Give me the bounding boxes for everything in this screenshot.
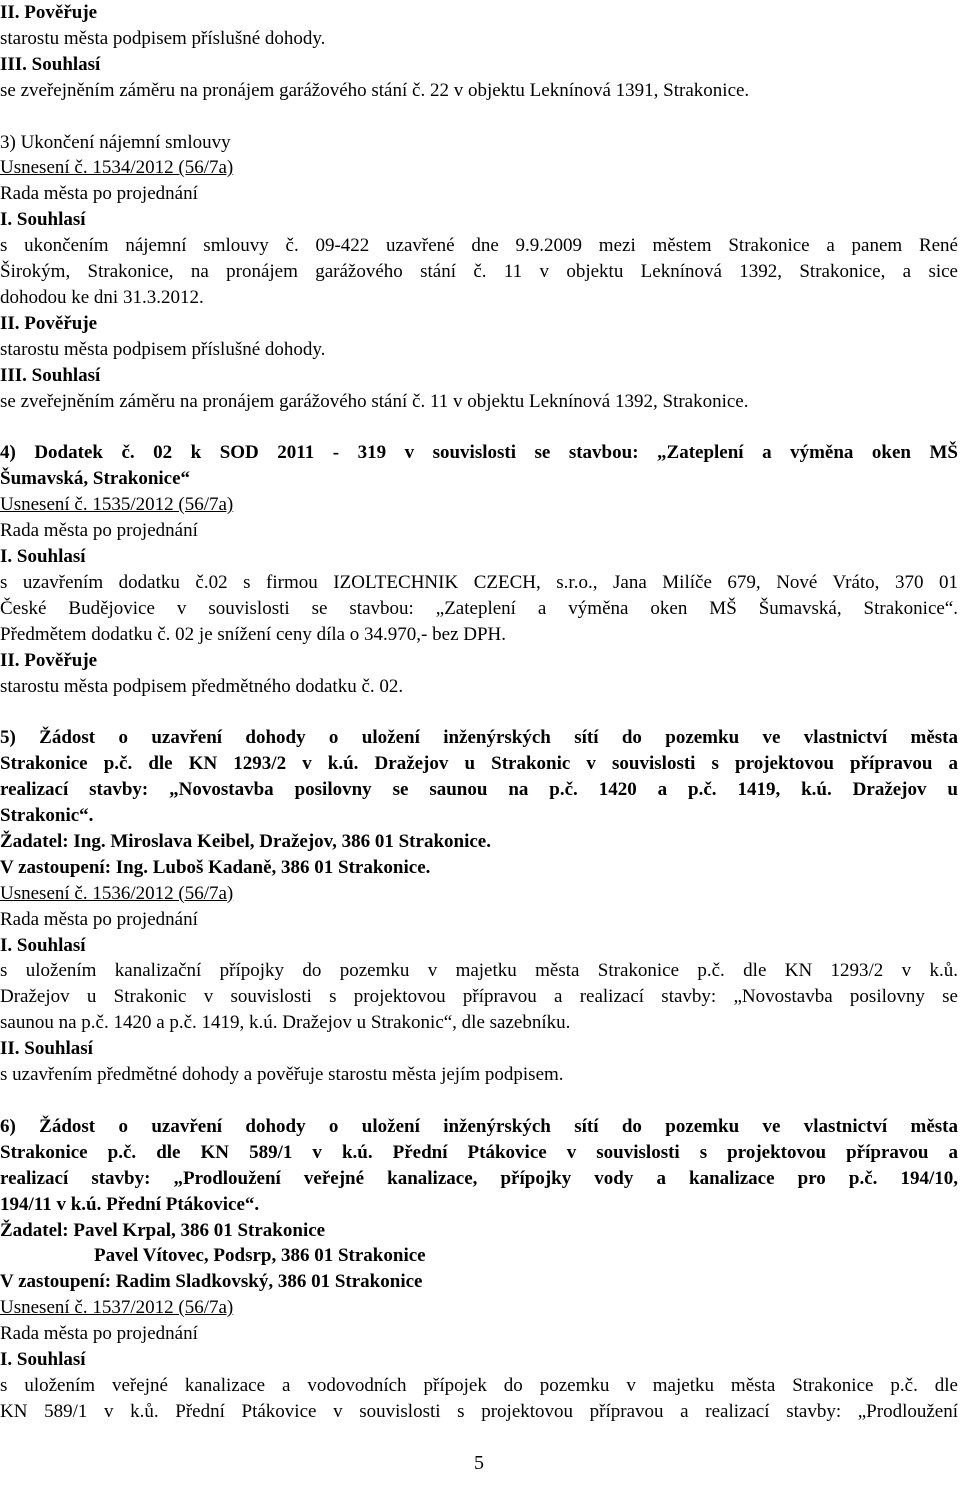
- section-title: Šumavská, Strakonice“: [0, 468, 191, 490]
- paragraph-text: KN 589/1 v k.ů. Přední Ptákovice v souvislosti s projektovou přípravou a realizací stavby: „Prodloužení: [0, 1400, 958, 1422]
- section-title: 4) Dodatek č. 02 k SOD 2011 - 319 v souvislosti se stavbou: „Zateplení a výměna oken MŠ: [0, 442, 958, 464]
- paragraph-text: dohodou ke dni 31.3.2012.: [0, 286, 204, 308]
- paragraph-text: Rada města po projednání: [0, 520, 198, 542]
- applicant: Žadatel: Pavel Krpal, 386 01 Strakonice: [0, 1219, 326, 1241]
- spacer: [0, 699, 958, 725]
- paragraph-text: starostu města podpisem příslušné dohody.: [0, 27, 326, 49]
- paragraph-text: se zveřejněním záměru na pronájem garážového stání č. 22 v objektu Leknínová 1391, Strakonice.: [0, 79, 750, 101]
- resolution-number: Usnesení č. 1535/2012 (56/7a): [0, 494, 234, 516]
- paragraph-text: Rada města po projednání: [0, 183, 198, 205]
- spacer: [0, 1088, 958, 1114]
- section-title: 5) Žádost o uzavření dohody o uložení inženýrských sítí do pozemku ve vlastnictví města: [0, 727, 958, 749]
- section-title: Strakonice p.č. dle KN 1293/2 v k.ú. Dražejov u Strakonic v souvislosti s projektovou přípravou a: [0, 753, 958, 775]
- paragraph-text: Předmětem dodatku č. 02 je snížení ceny díla o 34.970,- bez DPH.: [0, 623, 507, 645]
- paragraph-text: se zveřejněním záměru na pronájem garážového stání č. 11 v objektu Leknínová 1392, Strakonice.: [0, 390, 749, 412]
- resolution-number: Usnesení č. 1534/2012 (56/7a): [0, 157, 234, 179]
- applicant: Pavel Vítovec, Podsrp, 386 01 Strakonice: [94, 1245, 426, 1267]
- paragraph-text: Širokým, Strakonice, na pronájem garážového stání č. 11 v objektu Leknínová 1392, Strakonice, a sice: [0, 261, 958, 283]
- page-number: 5: [474, 1452, 484, 1474]
- paragraph-text: starostu města podpisem příslušné dohody.: [0, 338, 326, 360]
- paragraph-text: Rada města po projednání: [0, 1323, 198, 1345]
- resolution-number: Usnesení č. 1537/2012 (56/7a): [0, 1297, 234, 1319]
- paragraph-text: s uzavřením předmětné dohody a pověřuje starostu města jejím podpisem.: [0, 1064, 564, 1086]
- paragraph-text: Rada města po projednání: [0, 908, 198, 930]
- section-title: realizací stavby: „Novostavba posilovny se saunou na p.č. 1420 a p.č. 1419, k.ú. Dražejov u: [0, 779, 958, 801]
- paragraph-text: s uzavřením dodatku č.02 s firmou IZOLTECHNIK CZECH, s.r.o., Jana Milíče 679, Nové Vráto, 370 01: [0, 571, 958, 593]
- spacer: [0, 414, 958, 440]
- heading-souhlasi: I. Souhlasí: [0, 546, 86, 567]
- heading-souhlasi: III. Souhlasí: [0, 364, 101, 386]
- heading-poveruje: II. Pověřuje: [0, 2, 98, 23]
- section-title: Strakonic“.: [0, 805, 94, 827]
- paragraph-text: České Budějovice v souvislosti se stavbou: „Zateplení a výměna oken MŠ Šumavská, Strakonice“.: [0, 597, 958, 619]
- paragraph-text: starostu města podpisem předmětného dodatku č. 02.: [0, 675, 404, 697]
- heading-souhlasi: I. Souhlasí: [0, 209, 86, 231]
- paragraph-text: s ukončením nájemní smlouvy č. 09-422 uzavřené dne 9.9.2009 mezi městem Strakonice a panem René: [0, 235, 958, 257]
- paragraph-text: s uložením kanalizační přípojky do pozemku v majetku města Strakonice p.č. dle KN 1293/2 v k.ů.: [0, 960, 958, 982]
- section-title: Strakonice p.č. dle KN 589/1 v k.ú. Přední Ptákovice v souvislosti s projektovou přípravou a: [0, 1141, 958, 1163]
- heading-souhlasi: III. Souhlasí: [0, 53, 101, 75]
- section-title: 194/11 v k.ú. Přední Ptákovice“.: [0, 1193, 260, 1215]
- section-title: realizací stavby: „Prodloužení veřejné kanalizace, přípojky vody a kanalizace pro p.č. 194/10,: [0, 1167, 958, 1189]
- representative: V zastoupení: Ing. Luboš Kadaně, 386 01 Strakonice.: [0, 856, 431, 878]
- applicant: Žadatel: Ing. Miroslava Keibel, Dražejov, 386 01 Strakonice.: [0, 830, 491, 852]
- resolution-number: Usnesení č. 1536/2012 (56/7a): [0, 882, 234, 904]
- heading-souhlasi: II. Souhlasí: [0, 1038, 93, 1060]
- paragraph-text: saunou na p.č. 1420 a p.č. 1419, k.ú. Dražejov u Strakonic“, dle sazebníku.: [0, 1012, 571, 1034]
- heading-poveruje: II. Pověřuje: [0, 312, 98, 334]
- representative: V zastoupení: Radim Sladkovský, 386 01 Strakonice: [0, 1271, 423, 1293]
- heading-souhlasi: I. Souhlasí: [0, 934, 86, 956]
- paragraph-text: s uložením veřejné kanalizace a vodovodních přípojek do pozemku v majetku města Strakonice p.č. dle: [0, 1374, 958, 1396]
- section-title: 3) Ukončení nájemní smlouvy: [0, 131, 231, 153]
- paragraph-text: Dražejov u Strakonic v souvislosti s projektovou přípravou a realizací stavby: „Novostavba posilovny se: [0, 986, 958, 1008]
- section-title: 6) Žádost o uzavření dohody o uložení inženýrských sítí do pozemku ve vlastnictví města: [0, 1115, 958, 1137]
- heading-souhlasi: I. Souhlasí: [0, 1349, 86, 1371]
- spacer: [0, 104, 958, 130]
- heading-poveruje: II. Pověřuje: [0, 649, 98, 671]
